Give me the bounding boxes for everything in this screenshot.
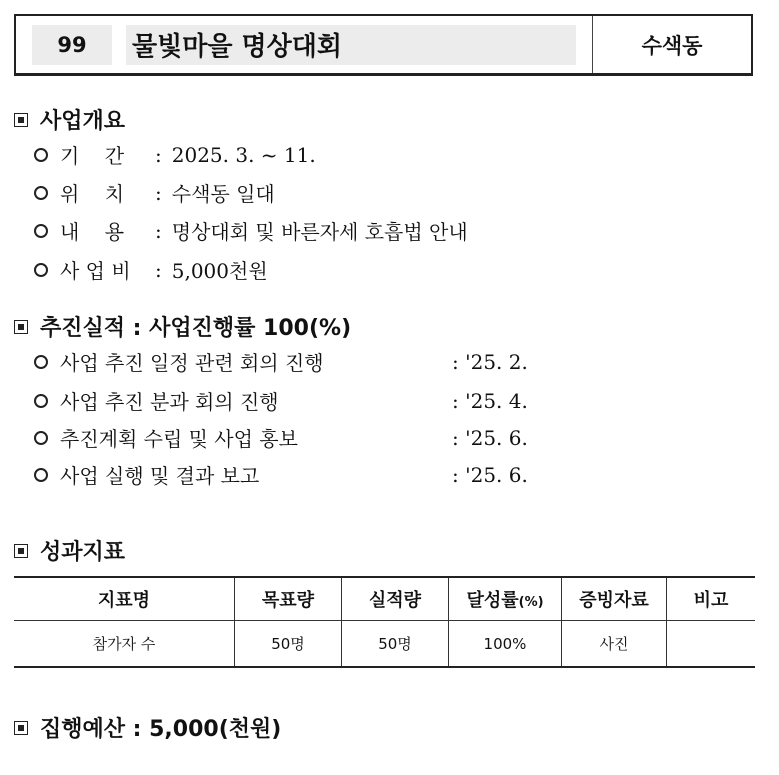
title-box bbox=[14, 14, 753, 76]
overview-item-budget bbox=[34, 255, 268, 284]
circle-bullet-icon bbox=[34, 148, 48, 162]
circle-bullet-icon bbox=[34, 355, 48, 369]
kpi-table bbox=[14, 576, 755, 668]
kpi-heading-text: 성과지표 bbox=[40, 540, 126, 565]
budget-heading bbox=[14, 712, 281, 743]
kpi-cell-evidence: 사진 bbox=[562, 621, 667, 668]
project-title: 물빛마을 명상대회 bbox=[126, 25, 576, 65]
circle-bullet-icon bbox=[34, 224, 48, 238]
progress-date: : '25. 6. bbox=[452, 462, 528, 487]
colon: : bbox=[155, 142, 162, 167]
progress-item bbox=[34, 386, 528, 415]
overview-label: 기 간 bbox=[60, 144, 125, 168]
kpi-header-note: 비고 bbox=[667, 577, 756, 621]
overview-item-content bbox=[34, 216, 468, 245]
progress-heading-text: 추진실적 : 사업진행률 100(%) bbox=[40, 316, 352, 341]
colon: : bbox=[155, 180, 162, 205]
progress-item bbox=[34, 460, 528, 489]
budget-heading-text: 집행예산 : 5,000(천원) bbox=[40, 717, 282, 742]
progress-date: : '25. 2. bbox=[452, 349, 528, 374]
kpi-header-rate-label: 달성률 bbox=[466, 590, 519, 611]
square-bullet-icon bbox=[14, 113, 28, 127]
square-bullet-icon bbox=[14, 544, 28, 558]
progress-item bbox=[34, 423, 528, 452]
overview-label: 내 용 bbox=[60, 220, 125, 244]
overview-label: 위 치 bbox=[60, 182, 125, 206]
progress-heading bbox=[14, 311, 351, 342]
kpi-cell-note bbox=[667, 621, 756, 668]
overview-label: 사 업 비 bbox=[60, 259, 131, 283]
progress-text: 사업 추진 분과 회의 진행 bbox=[60, 390, 279, 414]
kpi-header-row bbox=[14, 577, 755, 621]
overview-item-location bbox=[34, 178, 275, 207]
circle-bullet-icon bbox=[34, 186, 48, 200]
circle-bullet-icon bbox=[34, 431, 48, 445]
progress-text: 사업 실행 및 결과 보고 bbox=[60, 464, 260, 488]
progress-item bbox=[34, 347, 528, 376]
square-bullet-icon bbox=[14, 320, 28, 334]
kpi-header-name: 지표명 bbox=[14, 577, 235, 621]
colon: : bbox=[155, 257, 162, 282]
overview-heading bbox=[14, 104, 125, 135]
circle-bullet-icon bbox=[34, 263, 48, 277]
kpi-header-target: 목표량 bbox=[235, 577, 342, 621]
colon: : bbox=[155, 218, 162, 243]
kpi-cell-name: 참가자 수 bbox=[14, 621, 235, 668]
overview-value: 수색동 일대 bbox=[171, 182, 275, 206]
circle-bullet-icon bbox=[34, 468, 48, 482]
kpi-header-rate bbox=[449, 577, 562, 621]
kpi-header-actual: 실적량 bbox=[342, 577, 449, 621]
project-number: 99 bbox=[32, 25, 112, 65]
progress-date: : '25. 6. bbox=[452, 425, 528, 450]
progress-text: 사업 추진 일정 관련 회의 진행 bbox=[60, 351, 324, 375]
overview-value: 2025. 3. ~ 11. bbox=[171, 142, 316, 167]
kpi-cell-target: 50명 bbox=[235, 621, 342, 668]
kpi-header-rate-unit: (%) bbox=[518, 595, 544, 610]
project-department: 수색동 bbox=[592, 16, 751, 73]
circle-bullet-icon bbox=[34, 394, 48, 408]
kpi-cell-rate: 100% bbox=[449, 621, 562, 668]
overview-value: 명상대회 및 바른자세 호흡법 안내 bbox=[171, 220, 468, 244]
overview-item-period bbox=[34, 140, 316, 169]
square-bullet-icon bbox=[14, 721, 28, 735]
kpi-cell-actual: 50명 bbox=[342, 621, 449, 668]
progress-date: : '25. 4. bbox=[452, 388, 528, 413]
kpi-header-evidence: 증빙자료 bbox=[562, 577, 667, 621]
table-row bbox=[14, 621, 755, 668]
overview-value: 5,000천원 bbox=[171, 259, 268, 283]
overview-heading-text: 사업개요 bbox=[40, 109, 126, 134]
progress-text: 추진계획 수립 및 사업 홍보 bbox=[60, 427, 298, 451]
kpi-heading bbox=[14, 535, 125, 566]
